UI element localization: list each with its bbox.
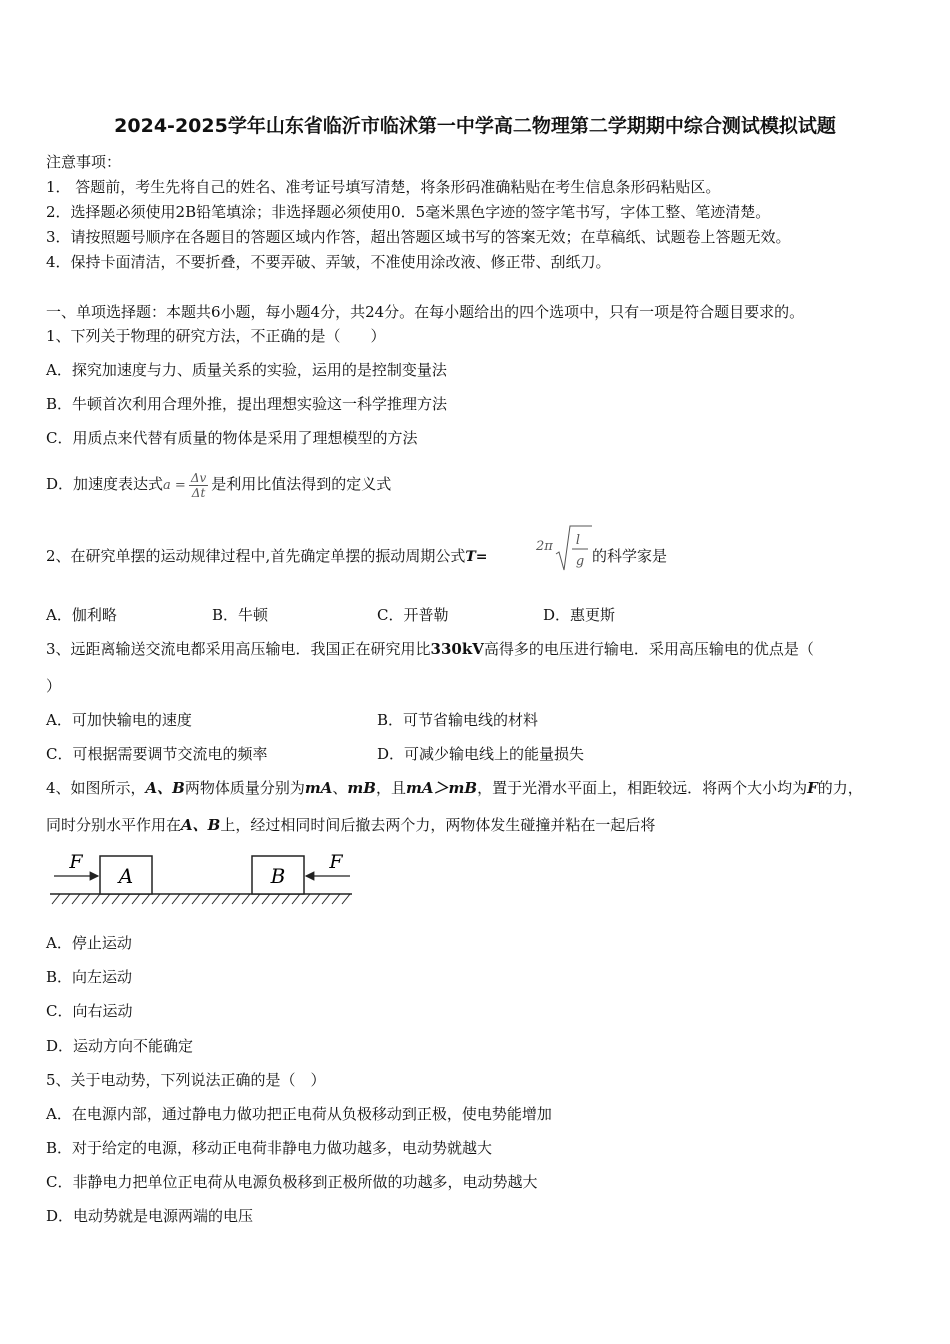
q2-option-d: D．惠更斯 — [543, 606, 616, 624]
q2-t-equals: T= — [465, 549, 488, 565]
q4-option-a: A．停止运动 — [46, 934, 132, 952]
q4-option-d: D．运动方向不能确定 — [46, 1037, 194, 1055]
q1-d-formula-lhs: a = — [163, 478, 186, 493]
q3-stem-line2: ） — [46, 677, 62, 695]
q2-stem — [46, 546, 487, 567]
q3-option-c: C．可根据需要调节交流电的频率 — [46, 745, 268, 763]
q4-ma: mA — [304, 779, 333, 797]
q1-d-denominator: Δt — [191, 485, 206, 500]
q1-d-suffix: 是利用比值法得到的定义式 — [211, 475, 392, 493]
q4-text: 两物体质量分别为 — [184, 779, 305, 797]
q3-voltage: 330kV — [430, 640, 484, 658]
force-right-label: F — [329, 851, 343, 873]
q2-option-c: C．开普勒 — [377, 606, 449, 624]
q4-sep: 、 — [332, 779, 348, 797]
q4-text: 4、如图所示， — [46, 779, 146, 797]
q5-option-d: D．电动势就是电源两端的电压 — [46, 1207, 254, 1225]
q2-stem-suffix: 的科学家是 — [592, 547, 668, 565]
q1-d-prefix: D．加速度表达式 — [46, 475, 164, 493]
q2-den: g — [575, 554, 585, 569]
sqrt-sign-icon — [556, 526, 592, 570]
q3-stem-suffix: 高得多的电压进行输电．采用高压输电的优点是（ — [483, 640, 814, 658]
q4-mb: mB — [347, 779, 376, 797]
q1-d-numerator: Δv — [190, 470, 207, 485]
q4-mass-compare: mA＞mB — [406, 779, 478, 797]
q2-option-a: A．伽利略 — [46, 606, 117, 624]
notice-item-4: 4．保持卡面清洁，不要折叠，不要弄破、弄皱，不准使用涂改液、修正带、刮纸刀。 — [46, 253, 611, 271]
q1-option-c: C．用质点来代替有质量的物体是采用了理想模型的方法 — [46, 429, 418, 447]
q4-text: ，置于光滑水平面上，相距较远．将两个大小均为 — [477, 779, 808, 797]
q4-stem-line1 — [46, 778, 863, 798]
block-a-label: A — [118, 864, 134, 888]
q3-stem-prefix: 3、远距离输送交流电都采用高压输电．我国正在研究用比 — [46, 640, 431, 658]
q1-option-a: A．探究加速度与力、质量关系的实验，运用的是控制变量法 — [46, 361, 447, 379]
section-heading: 一、单项选择题：本题共6小题，每小题4分，共24分。在每小题给出的四个选项中，只有一项是符合题目要求的。 — [46, 303, 805, 321]
notice-item-3: 3．请按照题号顺序在各题目的答题区域内作答，超出答题区域书写的答案无效；在草稿纸、试题卷上答题无效。 — [46, 228, 791, 246]
q1-d-fraction — [189, 471, 208, 500]
q4-ab: A、B — [181, 816, 221, 834]
q5-option-b: B．对于给定的电源，移动正电荷非静电力做功越多，电动势就越大 — [46, 1139, 493, 1157]
q1-stem: 1、下列关于物理的研究方法，不正确的是（ ） — [46, 327, 386, 345]
block-b-label: B — [270, 864, 286, 888]
q4-text: 上，经过相同时间后撤去两个力，两物体发生碰撞并粘在一起后将 — [220, 816, 656, 834]
q2-stem-prefix: 2、在研究单摆的运动规律过程中,首先确定单摆的振动周期公式 — [46, 547, 466, 565]
q4-figure — [46, 846, 356, 910]
q1-option-b: B．牛顿首次利用合理外推，提出理想实验这一科学推理方法 — [46, 395, 448, 413]
q4-text: 的力， — [817, 779, 863, 797]
q5-option-c: C．非静电力把单位正电荷从电源负极移到正极所做的功越多，电动势越大 — [46, 1173, 538, 1191]
q2-coef: 2π — [536, 539, 553, 554]
page-title: 2024-2025学年山东省临沂市临沭第一中学高二物理第二学期期中综合测试模拟试题 — [114, 115, 836, 137]
q5-option-a: A．在电源内部，通过静电力做功把正电荷从负极移动到正极，使电势能增加 — [46, 1105, 552, 1123]
q4-text: ，且 — [375, 779, 406, 797]
q2-period-formula — [534, 516, 594, 576]
q3-option-b: B．可节省输电线的材料 — [377, 711, 539, 729]
notice-heading: 注意事项： — [46, 153, 122, 171]
q3-option-d: D．可减少输电线上的能量损失 — [377, 745, 585, 763]
q5-stem: 5、关于电动势，下列说法正确的是（ ） — [46, 1071, 326, 1089]
q4-force: F — [807, 779, 818, 797]
q2-num: l — [575, 533, 581, 548]
q4-option-c: C．向右运动 — [46, 1002, 133, 1020]
notice-item-2: 2．选择题必须使用2B铅笔填涂；非选择题必须使用0．5毫米黑色字迹的签字笔书写，字体工整、笔迹清楚。 — [46, 203, 771, 221]
ground-hatch — [52, 894, 350, 904]
q4-option-b: B．向左运动 — [46, 968, 133, 986]
q4-ab: A、B — [145, 779, 185, 797]
q3-stem-line1 — [46, 639, 814, 659]
q4-text: 同时分别水平作用在 — [46, 816, 182, 834]
force-left-label: F — [69, 851, 83, 873]
q4-stem-line2 — [46, 815, 655, 835]
q3-option-a: A．可加快输电的速度 — [46, 711, 192, 729]
q2-option-b: B．牛顿 — [212, 606, 269, 624]
notice-item-1: 1． 答题前，考生先将自己的姓名、准考证号填写清楚，将条形码准确粘贴在考生信息条形码粘贴区。 — [46, 178, 721, 196]
q1-option-d — [46, 464, 391, 506]
